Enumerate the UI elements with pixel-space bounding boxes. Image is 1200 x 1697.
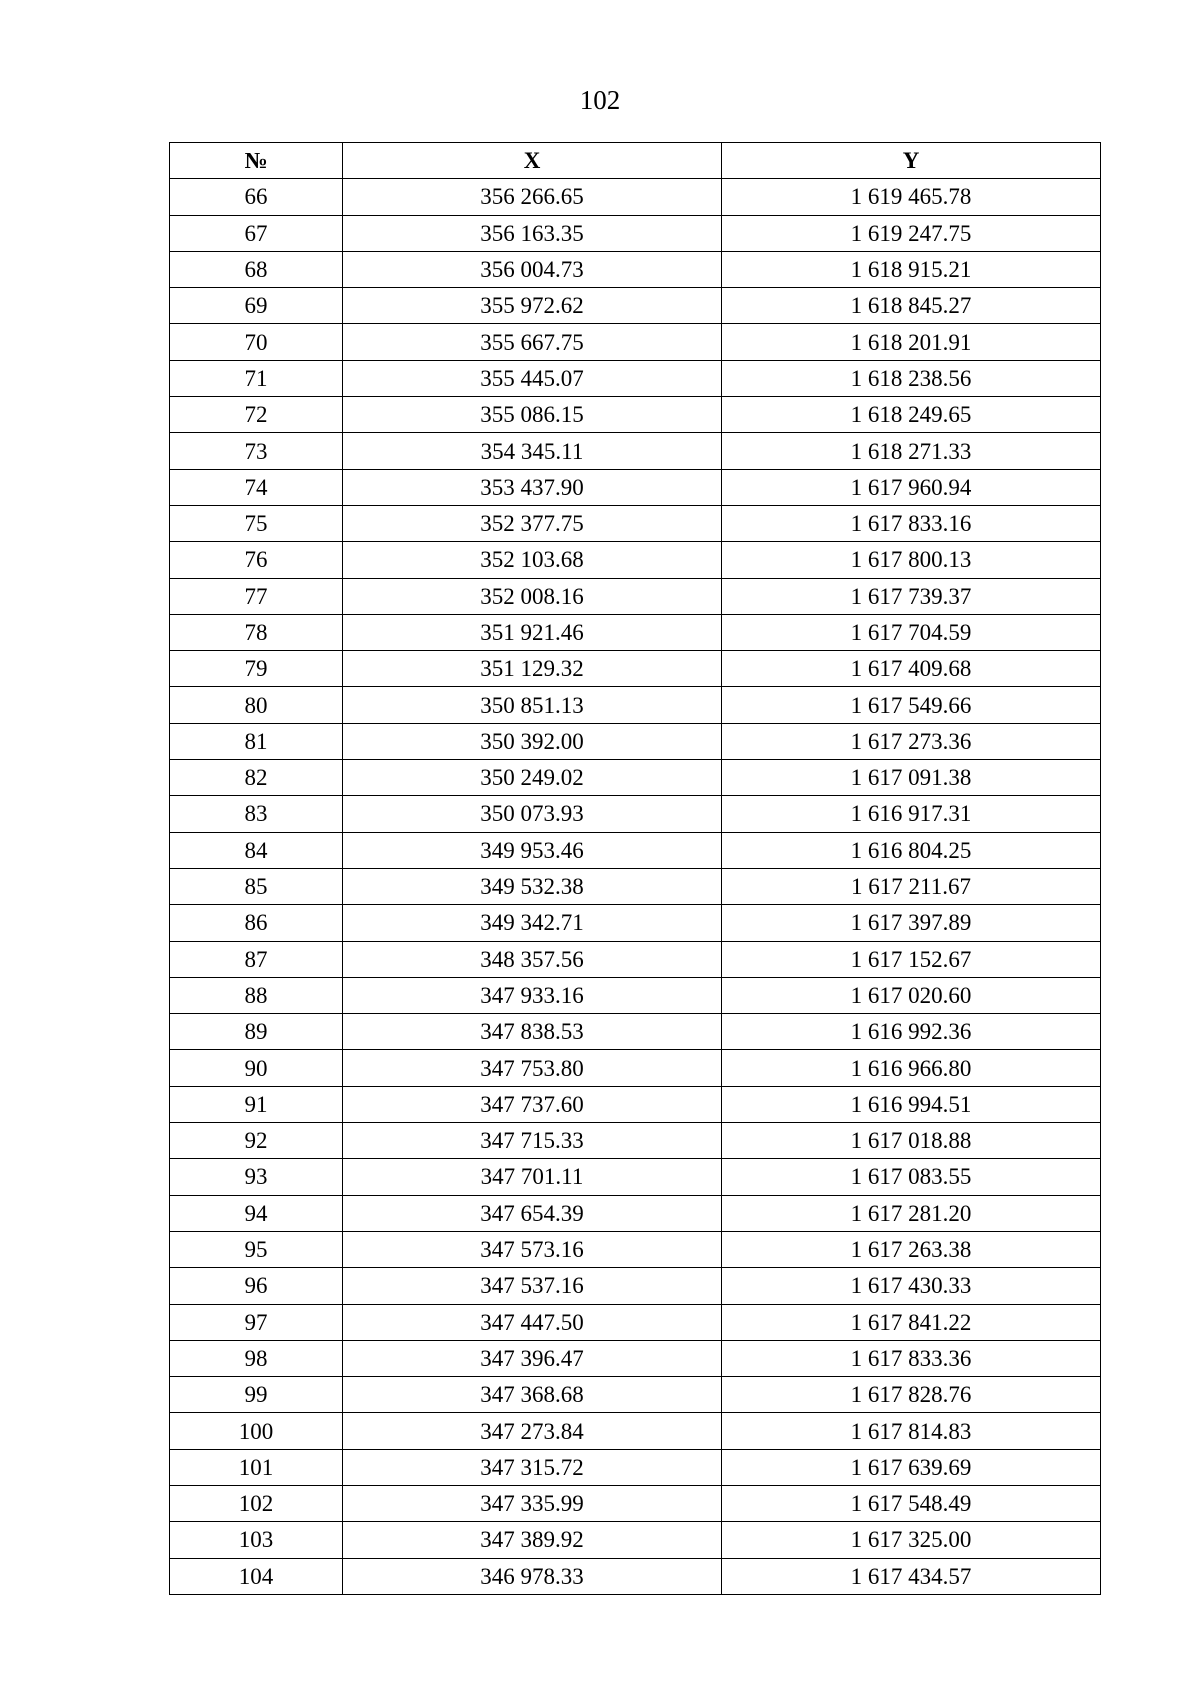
cell-y: 1 616 917.31: [722, 796, 1101, 832]
table-row: [170, 796, 1101, 832]
cell-y: 1 618 271.33: [722, 433, 1101, 469]
cell-x: 349 342.71: [343, 905, 722, 941]
table-row: [170, 397, 1101, 433]
cell-number: 84: [170, 832, 343, 868]
table-row: [170, 469, 1101, 505]
cell-y: 1 617 833.16: [722, 505, 1101, 541]
cell-y: 1 617 409.68: [722, 651, 1101, 687]
header-number: №: [170, 143, 343, 179]
table-row: [170, 1159, 1101, 1195]
cell-x: 349 532.38: [343, 868, 722, 904]
cell-y: 1 617 639.69: [722, 1449, 1101, 1485]
cell-x: 347 715.33: [343, 1123, 722, 1159]
cell-y: 1 617 960.94: [722, 469, 1101, 505]
cell-y: 1 617 814.83: [722, 1413, 1101, 1449]
table-row: [170, 505, 1101, 541]
cell-y: 1 617 083.55: [722, 1159, 1101, 1195]
cell-x: 347 273.84: [343, 1413, 722, 1449]
cell-number: 93: [170, 1159, 343, 1195]
cell-x: 351 921.46: [343, 614, 722, 650]
cell-number: 99: [170, 1377, 343, 1413]
table-row: [170, 1014, 1101, 1050]
cell-number: 75: [170, 505, 343, 541]
table-row: [170, 1304, 1101, 1340]
cell-number: 70: [170, 324, 343, 360]
cell-number: 71: [170, 360, 343, 396]
cell-y: 1 618 845.27: [722, 288, 1101, 324]
table-row: [170, 215, 1101, 251]
table-row: [170, 1231, 1101, 1267]
cell-y: 1 617 549.66: [722, 687, 1101, 723]
cell-number: 67: [170, 215, 343, 251]
table-header-row: [170, 143, 1101, 179]
cell-number: 73: [170, 433, 343, 469]
table-row: [170, 1123, 1101, 1159]
page-number: 102: [579, 85, 621, 115]
cell-y: 1 617 263.38: [722, 1231, 1101, 1267]
table-row: [170, 941, 1101, 977]
table-row: [170, 651, 1101, 687]
cell-number: 82: [170, 760, 343, 796]
table-row: [170, 360, 1101, 396]
cell-y: 1 617 434.57: [722, 1558, 1101, 1594]
cell-x: 347 654.39: [343, 1195, 722, 1231]
cell-y: 1 617 211.67: [722, 868, 1101, 904]
table-row: [170, 179, 1101, 215]
cell-y: 1 617 828.76: [722, 1377, 1101, 1413]
table-row: [170, 868, 1101, 904]
cell-y: 1 618 238.56: [722, 360, 1101, 396]
cell-number: 90: [170, 1050, 343, 1086]
cell-number: 66: [170, 179, 343, 215]
table-row: [170, 542, 1101, 578]
cell-y: 1 619 465.78: [722, 179, 1101, 215]
cell-x: 354 345.11: [343, 433, 722, 469]
cell-x: 347 753.80: [343, 1050, 722, 1086]
cell-y: 1 618 915.21: [722, 251, 1101, 287]
cell-number: 85: [170, 868, 343, 904]
cell-y: 1 617 548.49: [722, 1485, 1101, 1521]
table-row: [170, 1558, 1101, 1594]
table-row: [170, 1413, 1101, 1449]
cell-x: 355 086.15: [343, 397, 722, 433]
table-row: [170, 288, 1101, 324]
cell-x: 347 396.47: [343, 1340, 722, 1376]
table-row: [170, 1485, 1101, 1521]
table-row: [170, 324, 1101, 360]
cell-y: 1 617 281.20: [722, 1195, 1101, 1231]
cell-number: 95: [170, 1231, 343, 1267]
cell-x: 353 437.90: [343, 469, 722, 505]
cell-number: 98: [170, 1340, 343, 1376]
cell-x: 350 392.00: [343, 723, 722, 759]
cell-y: 1 617 841.22: [722, 1304, 1101, 1340]
cell-number: 97: [170, 1304, 343, 1340]
cell-y: 1 616 804.25: [722, 832, 1101, 868]
cell-x: 350 073.93: [343, 796, 722, 832]
coordinates-table: [169, 142, 1101, 1595]
cell-number: 104: [170, 1558, 343, 1594]
table-row: [170, 760, 1101, 796]
cell-y: 1 618 201.91: [722, 324, 1101, 360]
cell-number: 92: [170, 1123, 343, 1159]
cell-number: 77: [170, 578, 343, 614]
cell-x: 356 004.73: [343, 251, 722, 287]
cell-number: 81: [170, 723, 343, 759]
cell-number: 87: [170, 941, 343, 977]
cell-y: 1 617 800.13: [722, 542, 1101, 578]
cell-number: 89: [170, 1014, 343, 1050]
cell-number: 68: [170, 251, 343, 287]
cell-x: 347 701.11: [343, 1159, 722, 1195]
cell-y: 1 616 992.36: [722, 1014, 1101, 1050]
cell-x: 347 537.16: [343, 1268, 722, 1304]
table-row: [170, 433, 1101, 469]
cell-y: 1 617 152.67: [722, 941, 1101, 977]
cell-x: 350 851.13: [343, 687, 722, 723]
table-row: [170, 1195, 1101, 1231]
cell-x: 352 377.75: [343, 505, 722, 541]
cell-x: 351 129.32: [343, 651, 722, 687]
cell-x: 348 357.56: [343, 941, 722, 977]
cell-y: 1 618 249.65: [722, 397, 1101, 433]
cell-y: 1 616 966.80: [722, 1050, 1101, 1086]
table-row: [170, 977, 1101, 1013]
cell-y: 1 617 397.89: [722, 905, 1101, 941]
table-row: [170, 1086, 1101, 1122]
table-row: [170, 614, 1101, 650]
cell-number: 72: [170, 397, 343, 433]
cell-y: 1 617 091.38: [722, 760, 1101, 796]
table-row: [170, 687, 1101, 723]
cell-x: 355 667.75: [343, 324, 722, 360]
cell-x: 347 335.99: [343, 1485, 722, 1521]
header-x: X: [343, 143, 722, 179]
cell-y: 1 616 994.51: [722, 1086, 1101, 1122]
cell-number: 96: [170, 1268, 343, 1304]
cell-x: 355 445.07: [343, 360, 722, 396]
cell-y: 1 617 273.36: [722, 723, 1101, 759]
cell-x: 347 315.72: [343, 1449, 722, 1485]
cell-y: 1 617 020.60: [722, 977, 1101, 1013]
table-row: [170, 1377, 1101, 1413]
cell-x: 347 737.60: [343, 1086, 722, 1122]
cell-y: 1 617 739.37: [722, 578, 1101, 614]
cell-y: 1 617 704.59: [722, 614, 1101, 650]
table-row: [170, 832, 1101, 868]
table-row: [170, 578, 1101, 614]
cell-number: 80: [170, 687, 343, 723]
cell-x: 352 008.16: [343, 578, 722, 614]
cell-x: 347 447.50: [343, 1304, 722, 1340]
cell-number: 103: [170, 1522, 343, 1558]
cell-x: 347 933.16: [343, 977, 722, 1013]
table-row: [170, 251, 1101, 287]
cell-x: 349 953.46: [343, 832, 722, 868]
cell-x: 347 838.53: [343, 1014, 722, 1050]
cell-number: 79: [170, 651, 343, 687]
table-row: [170, 723, 1101, 759]
cell-x: 356 266.65: [343, 179, 722, 215]
table-row: [170, 1522, 1101, 1558]
table-row: [170, 1268, 1101, 1304]
cell-number: 74: [170, 469, 343, 505]
cell-number: 83: [170, 796, 343, 832]
cell-x: 347 368.68: [343, 1377, 722, 1413]
cell-number: 91: [170, 1086, 343, 1122]
cell-number: 100: [170, 1413, 343, 1449]
cell-number: 88: [170, 977, 343, 1013]
cell-number: 86: [170, 905, 343, 941]
table-body: [170, 179, 1101, 1595]
cell-x: 347 389.92: [343, 1522, 722, 1558]
cell-x: 352 103.68: [343, 542, 722, 578]
cell-x: 347 573.16: [343, 1231, 722, 1267]
cell-number: 76: [170, 542, 343, 578]
table-row: [170, 1050, 1101, 1086]
cell-x: 355 972.62: [343, 288, 722, 324]
header-y: Y: [722, 143, 1101, 179]
cell-number: 102: [170, 1485, 343, 1521]
cell-y: 1 619 247.75: [722, 215, 1101, 251]
cell-number: 101: [170, 1449, 343, 1485]
cell-y: 1 617 430.33: [722, 1268, 1101, 1304]
cell-x: 356 163.35: [343, 215, 722, 251]
cell-x: 350 249.02: [343, 760, 722, 796]
table-row: [170, 905, 1101, 941]
cell-number: 78: [170, 614, 343, 650]
cell-x: 346 978.33: [343, 1558, 722, 1594]
table-row: [170, 1340, 1101, 1376]
table-row: [170, 1449, 1101, 1485]
cell-y: 1 617 018.88: [722, 1123, 1101, 1159]
cell-number: 94: [170, 1195, 343, 1231]
cell-y: 1 617 325.00: [722, 1522, 1101, 1558]
cell-y: 1 617 833.36: [722, 1340, 1101, 1376]
cell-number: 69: [170, 288, 343, 324]
